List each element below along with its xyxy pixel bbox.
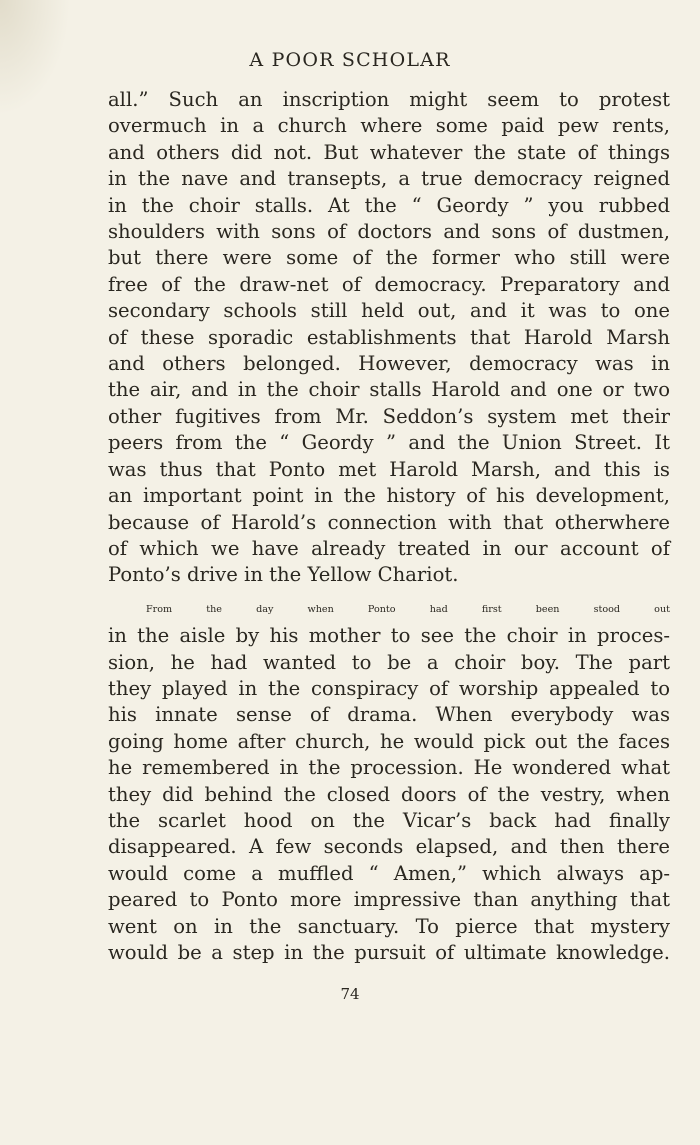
running-head: A POOR SCHOLAR: [249, 49, 451, 71]
text-line: of which we have already treated in our account of: [108, 536, 670, 560]
body-text: [108, 87, 670, 966]
text-line: sion, he had wanted to be a choir boy. The part: [108, 650, 670, 674]
paragraph-1: [108, 87, 670, 589]
text-line: of these sporadic establishments that Harold Marsh: [108, 325, 670, 349]
text-line: because of Harold’s connection with that otherwhere: [108, 510, 670, 534]
text-line: and others belonged. However, democracy was in: [108, 352, 670, 376]
text-line: and others did not. But whatever the state of things: [108, 140, 670, 164]
text-line: shoulders with sons of doctors and sons of dustmen,: [108, 220, 670, 244]
text-line: would come a muffled “ Amen,” which always ap-: [108, 861, 670, 885]
text-line: overmuch in a church where some paid pew rents,: [108, 114, 670, 138]
text-line: in the aisle by his mother to see the choir in proces-: [108, 624, 670, 648]
page-number: 74: [340, 985, 360, 1003]
text-line: the air, and in the choir stalls Harold and one or two: [108, 378, 670, 402]
text-line: an important point in the history of his development,: [108, 484, 670, 508]
text-line: peers from the “ Geordy ” and the Union Street. It: [108, 431, 670, 455]
text-line: went on in the sanctuary. To pierce that mystery: [108, 914, 670, 938]
text-line: disappeared. A few seconds elapsed, and then there: [108, 835, 670, 859]
text-line: free of the draw-net of democracy. Preparatory and: [108, 272, 670, 296]
text-line: he remembered in the procession. He wondered what: [108, 756, 670, 780]
text-line: going home after church, he would pick out the faces: [108, 729, 670, 753]
text-line: From the day when Ponto had first been stood out: [146, 603, 670, 615]
text-line: other fugitives from Mr. Seddon’s system met their: [108, 404, 670, 428]
text-line: but there were some of the former who still were: [108, 246, 670, 270]
text-line: in the choir stalls. At the “ Geordy ” you rubbed: [108, 193, 670, 217]
text-line: secondary schools still held out, and it was to one: [108, 299, 670, 323]
text-line: all.” Such an inscription might seem to protest: [108, 88, 670, 111]
text-line: they played in the conspiracy of worship appealed to: [108, 676, 670, 700]
text-line: his innate sense of drama. When everybody was: [108, 703, 670, 727]
text-line: was thus that Ponto met Harold Marsh, and this is: [108, 457, 670, 481]
paragraph-2: [108, 597, 670, 967]
text-line: in the nave and transepts, a true democracy reigned: [108, 167, 670, 191]
text-line: Ponto’s drive in the Yellow Chariot.: [108, 563, 459, 587]
text-line: peared to Ponto more impressive than anything that: [108, 888, 670, 912]
text-line: they did behind the closed doors of the vestry, when: [108, 782, 670, 806]
text-line: would be a step in the pursuit of ultimate knowledge.: [108, 941, 670, 964]
text-line: the scarlet hood on the Vicar’s back had finally: [108, 808, 670, 832]
